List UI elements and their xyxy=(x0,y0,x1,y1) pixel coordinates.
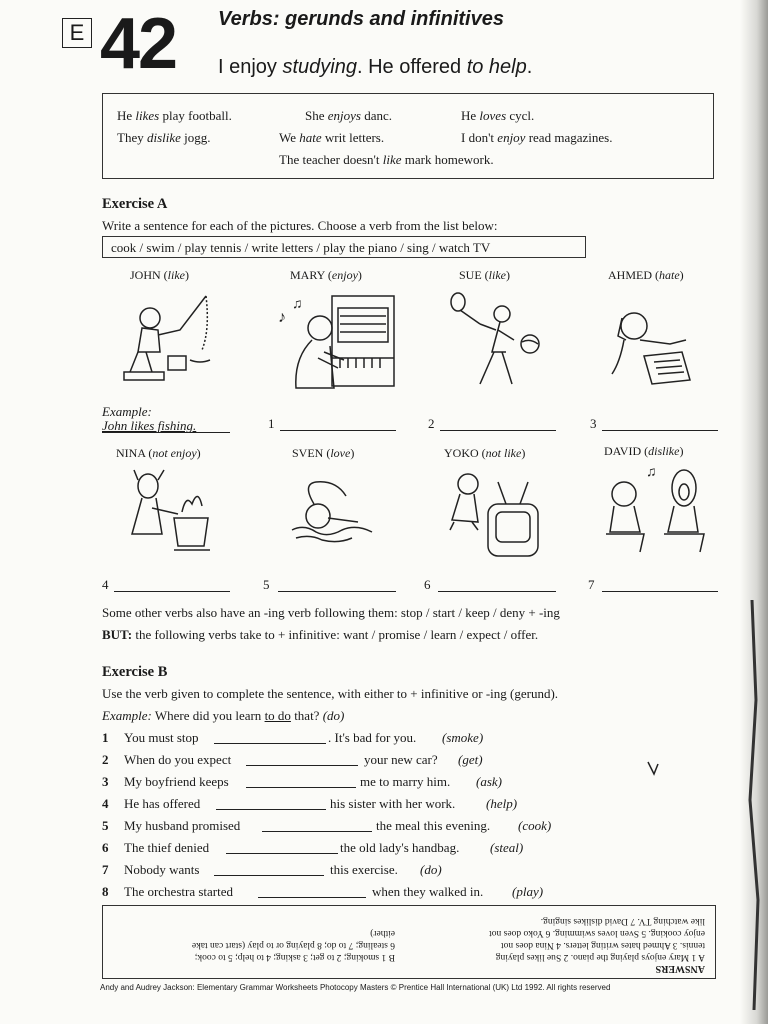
svg-text:♪: ♪ xyxy=(278,309,286,326)
answers-a-line: like watching TV. 7 David dislikes singing. xyxy=(540,916,705,926)
exercise-b-heading: Exercise B xyxy=(102,664,168,680)
picture-label: MARY (enjoy) xyxy=(290,268,362,282)
answers-a-line: tennis. 3 Ahmed hates writing letters. 4 Nina does not xyxy=(501,940,705,950)
exercise-a-heading: Exercise A xyxy=(102,196,168,212)
example-sentence: The teacher doesn't like mark homework. xyxy=(279,152,494,167)
answers-title: ANSWERS xyxy=(655,963,705,974)
example-sentence: They dislike jogg. xyxy=(117,130,211,145)
ahmed-letters-illustration xyxy=(600,296,700,386)
answer-blank[interactable] xyxy=(214,743,326,744)
pen-mark xyxy=(646,760,660,776)
sven-swimming-illustration xyxy=(286,474,382,544)
exercise-b-instruction: Use the verb given to complete the sentence, with either to + infinitive or -ing (gerund). xyxy=(102,686,559,701)
answer-number: 3 xyxy=(590,416,597,431)
answer-blank[interactable] xyxy=(262,831,372,832)
answer-number: 4 xyxy=(102,577,109,592)
page-title: Verbs: gerunds and infinitives xyxy=(218,8,504,30)
example-sentence: He likes play football. xyxy=(117,108,232,123)
answer-line[interactable] xyxy=(114,591,230,592)
picture-label: SVEN (love) xyxy=(292,446,355,460)
answer-number: 7 xyxy=(588,577,595,592)
answer-number: 1 xyxy=(268,416,275,431)
svg-text:♫: ♫ xyxy=(646,465,657,480)
answers-b-line: B 1 smoking; 2 to get; 3 asking; 4 to help; 5 to cook; xyxy=(194,952,395,962)
david-singing-illustration xyxy=(600,462,710,562)
example-sentence: He loves cycl. xyxy=(461,108,535,123)
unit-letter: E xyxy=(69,20,85,45)
note-ing-verbs: Some other verbs also have an -ing verb following them: stop / start / keep / deny + -ing xyxy=(102,605,560,620)
example-sentence: She enjoys danc. xyxy=(305,108,393,123)
answers-b-line: either) xyxy=(370,928,395,938)
answer-blank[interactable] xyxy=(246,787,356,788)
example-sentence: I don't enjoy read magazines. xyxy=(461,130,613,145)
answers-b-line: 6 stealing; 7 to do; 8 playing or to play (start can take xyxy=(191,940,395,950)
answer-line[interactable] xyxy=(440,430,556,431)
answer-line[interactable] xyxy=(602,430,718,431)
answer-line xyxy=(102,432,230,433)
answer-number: 2 xyxy=(428,416,435,431)
unit-letter-box xyxy=(62,18,92,48)
exercise-a-instruction: Write a sentence for each of the pictures. Choose a verb from the list below: xyxy=(102,218,498,233)
copyright-footer: Andy and Audrey Jackson: Elementary Grammar Worksheets Photocopy Masters © Prentice Hall International (UK) Ltd 1992. All rights reserved xyxy=(100,983,611,992)
picture-label: DAVID (dislike) xyxy=(604,444,684,458)
sue-tennis-illustration xyxy=(440,288,550,398)
nina-cooking-illustration xyxy=(112,464,222,564)
answer-line[interactable] xyxy=(438,591,556,592)
answers-a-line: enjoy cooking. 5 Sven loves swimming. 6 Yoko does not xyxy=(489,928,705,938)
picture-label: NINA (not enjoy) xyxy=(116,446,201,460)
answer-blank[interactable] xyxy=(216,809,326,810)
exercise-b-example: Example: Where did you learn to do that? (do) xyxy=(102,708,345,723)
example-answer: John likes fishing. xyxy=(102,418,197,433)
answer-blank[interactable] xyxy=(226,853,338,854)
unit-number: 42 xyxy=(100,4,177,84)
answer-blank[interactable] xyxy=(258,897,366,898)
picture-label: SUE (like) xyxy=(459,268,510,282)
answer-line[interactable] xyxy=(278,591,396,592)
picture-label: AHMED (hate) xyxy=(608,268,684,282)
mary-piano-illustration xyxy=(274,288,400,398)
answers-upside-down xyxy=(103,906,715,978)
answers-box xyxy=(102,905,716,979)
note-infinitive-verbs: BUT: the following verbs take to + infinitive: want / promise / learn / expect / offer. xyxy=(102,627,539,642)
answer-line[interactable] xyxy=(602,591,718,592)
yoko-tv-illustration xyxy=(438,464,548,564)
picture-label: JOHN (like) xyxy=(130,268,189,282)
answer-blank[interactable] xyxy=(214,875,324,876)
john-fishing-illustration xyxy=(110,290,220,390)
example-label: Example: xyxy=(102,404,152,419)
answer-line[interactable] xyxy=(280,430,396,431)
svg-text:♫: ♫ xyxy=(292,297,303,312)
scan-edge-shadow xyxy=(740,0,768,1024)
answer-blank[interactable] xyxy=(246,765,358,766)
answer-number: 6 xyxy=(424,577,431,592)
verb-list-box: cook / swim / play tennis / write letters / play the piano / sing / watch TV xyxy=(102,236,586,258)
examples-box xyxy=(102,93,714,179)
example-sentence: We hate writ letters. xyxy=(279,130,385,145)
answers-a-line: A 1 Mary enjoys playing the piano. 2 Sue likes playing xyxy=(495,952,705,962)
page-subtitle: I enjoy studying. He offered to help. xyxy=(218,56,533,78)
answer-number: 5 xyxy=(263,577,270,592)
picture-label: YOKO (not like) xyxy=(444,446,526,460)
